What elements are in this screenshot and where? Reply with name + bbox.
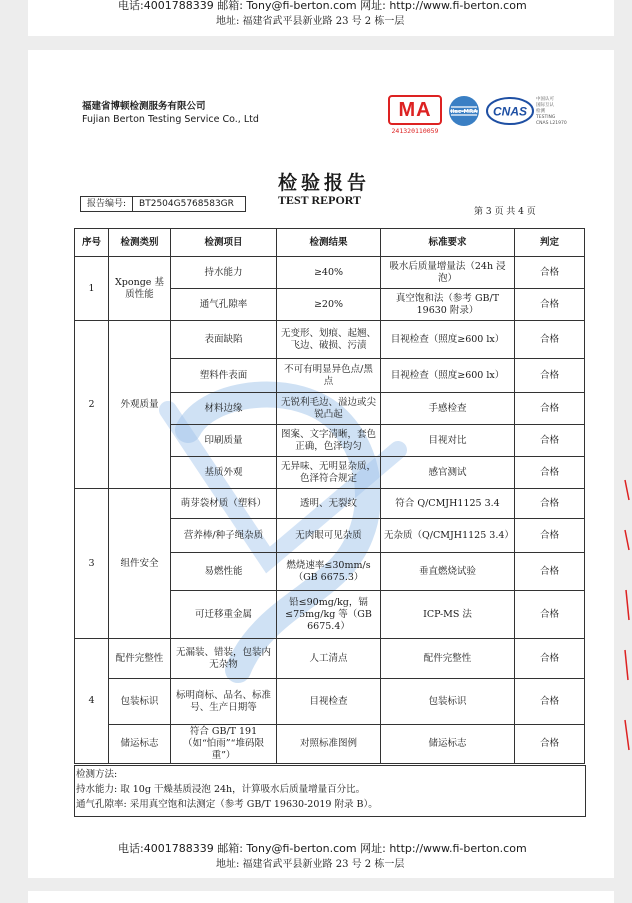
test-item: 标明商标、品名、标准号、生产日期等 <box>171 679 277 725</box>
test-result: 铅≤90mg/kg，镉≤75mg/kg 等（GB 6675.4） <box>277 591 381 639</box>
test-verdict: 合格 <box>515 639 585 679</box>
test-verdict: 合格 <box>515 321 585 359</box>
test-verdict: 合格 <box>515 591 585 639</box>
test-standard: 感官测试 <box>381 457 515 489</box>
group-category: Xponge 基质性能 <box>109 257 171 321</box>
top-address-line: 地址: 福建省武平县新业路 23 号 2 栋一层 <box>216 16 405 27</box>
test-result: 无异味、无明显杂质，色泽符合规定 <box>277 457 381 489</box>
methods-label: 检测方法: <box>76 769 118 780</box>
test-result: 目视检查 <box>277 679 381 725</box>
page-indicator: 第 3 页 共 4 页 <box>474 207 536 217</box>
test-standard: 手感检查 <box>381 393 515 425</box>
test-verdict: 合格 <box>515 359 585 393</box>
report-number-label: 报告编号: <box>81 197 133 211</box>
col-header-no: 序号 <box>75 229 109 257</box>
test-verdict: 合格 <box>515 553 585 591</box>
test-result: ≥40% <box>277 257 381 289</box>
test-verdict: 合格 <box>515 393 585 425</box>
report-number: BT2504G5768583GR <box>139 199 234 209</box>
test-item: 塑料件表面 <box>171 359 277 393</box>
group-category: 组件安全 <box>109 489 171 639</box>
test-result: 无锐利毛边、溢边或尖锐凸起 <box>277 393 381 425</box>
report-page <box>28 50 614 878</box>
ilac-mra-label: ilac-MRA <box>450 109 478 115</box>
col-header-category: 检测类别 <box>109 229 171 257</box>
test-standard: 包装标识 <box>381 679 515 725</box>
test-verdict: 合格 <box>515 489 585 519</box>
row-category: 储运标志 <box>109 725 171 764</box>
row-category: 配件完整性 <box>109 639 171 679</box>
report-number-box <box>80 196 246 212</box>
cnas-logo <box>486 97 534 125</box>
test-standard: 配件完整性 <box>381 639 515 679</box>
test-results-table <box>74 228 585 764</box>
test-standard: 目视对比 <box>381 425 515 457</box>
test-result: ≥20% <box>277 289 381 321</box>
test-item: 营养棒/种子绳杂质 <box>171 519 277 553</box>
group-number: 2 <box>75 321 109 489</box>
company-block <box>82 98 259 125</box>
test-item: 表面缺陷 <box>171 321 277 359</box>
methods-line-porosity: 通气孔隙率: 采用真空饱和法测定（参考 GB/T 19630-2019 附录 B）。 <box>76 799 378 810</box>
test-standard: 符合 Q/CMJH1125 3.4 <box>381 489 515 519</box>
test-verdict: 合格 <box>515 679 585 725</box>
test-result: 燃烧速率≤30mm/s（GB 6675.3） <box>277 553 381 591</box>
col-header-standard: 标准要求 <box>381 229 515 257</box>
cnas-caption: 中国认可 国际互认 检测 TESTING CNAS L21970 <box>536 97 567 126</box>
group-category: 外观质量 <box>109 321 171 489</box>
report-title: 检验报告 <box>278 172 371 194</box>
test-verdict: 合格 <box>515 725 585 764</box>
row-category: 包装标识 <box>109 679 171 725</box>
ilac-mra-logo <box>448 95 480 127</box>
group-number: 1 <box>75 257 109 321</box>
test-result: 不可有明显异色点/黑点 <box>277 359 381 393</box>
test-standard: ICP-MS 法 <box>381 591 515 639</box>
test-item: 印刷质量 <box>171 425 277 457</box>
test-result: 人工清点 <box>277 639 381 679</box>
cnas-label: CNAS <box>492 104 528 119</box>
test-item: 通气孔隙率 <box>171 289 277 321</box>
test-standard: 储运标志 <box>381 725 515 764</box>
test-item: 无漏装、错装，包装内无杂物 <box>171 639 277 679</box>
footer-contact: 电话:4001788339 邮箱: Tony@fi-berton.com 网址: http://www.fi-berton.com <box>118 842 527 855</box>
table-row <box>75 321 585 359</box>
col-header-item: 检测项目 <box>171 229 277 257</box>
table-header-row <box>75 229 585 257</box>
methods-line-water: 持水能力: 取 10g 干燥基质浸泡 24h，计算吸水后质量增量百分比。 <box>76 784 366 795</box>
test-result: 无变形、划痕、起翘、飞边、破损、污渍 <box>277 321 381 359</box>
cma-logo <box>388 95 442 135</box>
group-number: 4 <box>75 639 109 764</box>
test-verdict: 合格 <box>515 257 585 289</box>
cma-number: 241320110059 <box>391 127 439 135</box>
table-row <box>75 725 585 764</box>
table-row <box>75 257 585 289</box>
top-contact-line: 电话:4001788339 邮箱: Tony@fi-berton.com 网址: http://www.fi-berton.com <box>118 0 527 12</box>
test-standard: 目视检查（照度≥600 lx） <box>381 321 515 359</box>
test-item: 可迁移重金属 <box>171 591 277 639</box>
test-standard: 目视检查（照度≥600 lx） <box>381 359 515 393</box>
test-standard: 真空饱和法（参考 GB/T 19630 附录） <box>381 289 515 321</box>
test-result: 对照标准图例 <box>277 725 381 764</box>
test-verdict: 合格 <box>515 457 585 489</box>
test-result: 无肉眼可见杂质 <box>277 519 381 553</box>
test-result: 透明、无裂纹 <box>277 489 381 519</box>
cma-logo-mark: MA <box>388 95 442 125</box>
test-item: 材料边缘 <box>171 393 277 425</box>
next-page-strip <box>28 891 614 903</box>
company-name-cn: 福建省博顿检测服务有限公司 <box>82 101 206 112</box>
test-verdict: 合格 <box>515 425 585 457</box>
company-name-en: Fujian Berton Testing Service Co., Ltd <box>82 114 259 125</box>
previous-page-strip <box>28 0 614 36</box>
test-standard: 无杂质（Q/CMJH1125 3.4） <box>381 519 515 553</box>
test-item: 基质外观 <box>171 457 277 489</box>
test-methods-box <box>74 765 586 817</box>
test-standard: 吸水后质量增量法（24h 浸泡） <box>381 257 515 289</box>
group-number: 3 <box>75 489 109 639</box>
test-standard: 垂直燃烧试验 <box>381 553 515 591</box>
table-row <box>75 679 585 725</box>
col-header-result: 检测结果 <box>277 229 381 257</box>
test-verdict: 合格 <box>515 519 585 553</box>
test-item: 符合 GB/T 191（如“怕雨”“堆码限重”） <box>171 725 277 764</box>
seal-edge-marks <box>624 470 630 770</box>
test-item: 萌芽袋材质（塑料） <box>171 489 277 519</box>
test-result: 图案、文字清晰，套色正确，色泽均匀 <box>277 425 381 457</box>
test-verdict: 合格 <box>515 289 585 321</box>
report-subtitle: TEST REPORT <box>278 193 362 207</box>
table-row <box>75 639 585 679</box>
test-item: 持水能力 <box>171 257 277 289</box>
test-item: 易燃性能 <box>171 553 277 591</box>
table-row <box>75 489 585 519</box>
col-header-verdict: 判定 <box>515 229 585 257</box>
footer-address: 地址: 福建省武平县新业路 23 号 2 栋一层 <box>216 859 405 870</box>
